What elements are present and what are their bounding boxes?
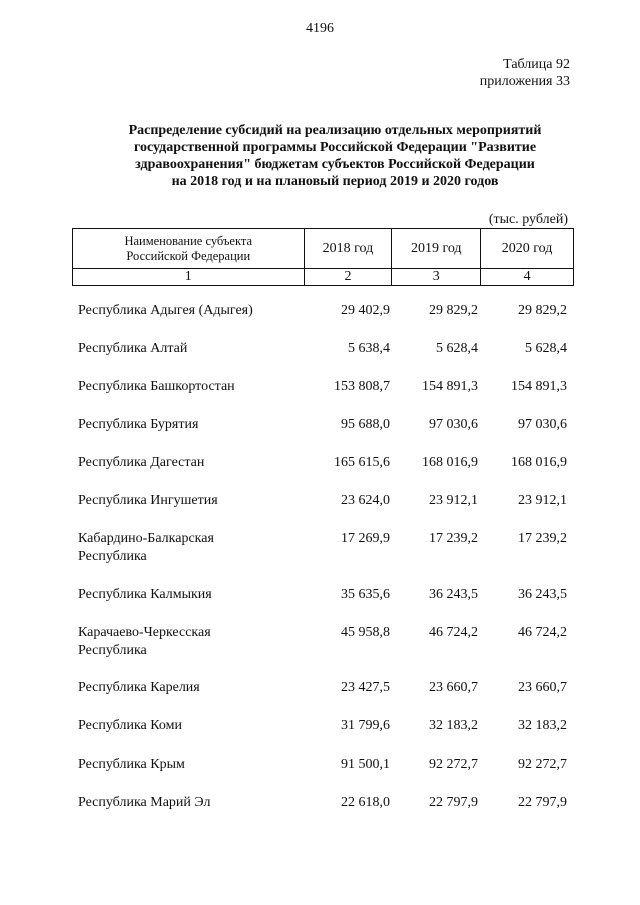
value-2019: 32 183,2 bbox=[429, 718, 478, 733]
value-2020: 32 183,2 bbox=[518, 718, 567, 733]
value-2020: 168 016,9 bbox=[511, 455, 567, 470]
value-2018: 17 269,9 bbox=[341, 531, 390, 546]
value-2020: 154 891,3 bbox=[511, 379, 567, 394]
header-subject-name bbox=[73, 229, 305, 269]
value-2020: 23 660,7 bbox=[518, 680, 567, 695]
subject-name-line: Карачаево-Черкесская bbox=[78, 625, 211, 640]
value-2020: 97 030,6 bbox=[518, 417, 567, 432]
value-2019: 17 239,2 bbox=[429, 531, 478, 546]
value-2018: 45 958,8 bbox=[341, 625, 390, 640]
subject-name bbox=[78, 454, 278, 472]
column-number: 3 bbox=[392, 269, 481, 286]
table-caption bbox=[480, 56, 570, 90]
subject-name bbox=[78, 756, 278, 774]
column-number: 2 bbox=[304, 269, 392, 286]
subject-name-line: Республика Коми bbox=[78, 718, 182, 733]
value-2018: 5 638,4 bbox=[348, 341, 390, 356]
value-2018: 31 799,6 bbox=[341, 718, 390, 733]
subject-name-line: Республика Башкортостан bbox=[78, 379, 235, 394]
subject-name-line: Кабардино-Балкарская bbox=[78, 531, 214, 546]
value-2018: 22 618,0 bbox=[341, 795, 390, 810]
subject-name bbox=[78, 340, 278, 358]
page-number: 4196 bbox=[306, 21, 334, 36]
value-2020: 23 912,1 bbox=[518, 493, 567, 508]
subject-name bbox=[78, 302, 278, 320]
value-2018: 35 635,6 bbox=[341, 587, 390, 602]
subject-name-line: Республика bbox=[78, 643, 147, 658]
value-2019: 46 724,2 bbox=[429, 625, 478, 640]
value-2019: 29 829,2 bbox=[429, 303, 478, 318]
table-caption-line1: Таблица 92 bbox=[503, 57, 570, 72]
value-2018: 165 615,6 bbox=[334, 455, 390, 470]
units-label: (тыс. рублей) bbox=[488, 212, 568, 227]
subject-name-line: Республика Крым bbox=[78, 757, 185, 772]
header-subject-line2: Российской Федерации bbox=[126, 248, 251, 263]
value-2019: 36 243,5 bbox=[429, 587, 478, 602]
value-2020: 5 628,4 bbox=[525, 341, 567, 356]
header-year-2020: 2020 год bbox=[481, 229, 574, 269]
table-header bbox=[72, 228, 574, 286]
value-2020: 46 724,2 bbox=[518, 625, 567, 640]
value-2020: 17 239,2 bbox=[518, 531, 567, 546]
value-2020: 92 272,7 bbox=[518, 757, 567, 772]
value-2018: 23 624,0 bbox=[341, 493, 390, 508]
subject-name-line: Республика Алтай bbox=[78, 341, 188, 356]
subject-name-line: Республика Калмыкия bbox=[78, 587, 212, 602]
title-line: здравоохранения" бюджетам субъектов Российской Федерации bbox=[135, 157, 535, 172]
subject-name bbox=[78, 717, 278, 735]
value-2018: 153 808,7 bbox=[334, 379, 390, 394]
subject-name-line: Республика Марий Эл bbox=[78, 795, 211, 810]
subject-name bbox=[78, 679, 278, 697]
subject-name-line: Республика bbox=[78, 549, 147, 564]
value-2020: 36 243,5 bbox=[518, 587, 567, 602]
value-2019: 154 891,3 bbox=[422, 379, 478, 394]
value-2019: 22 797,9 bbox=[429, 795, 478, 810]
subject-name-line: Республика Бурятия bbox=[78, 417, 199, 432]
title-line: государственной программы Российской Федерации "Развитие bbox=[133, 140, 537, 155]
value-2019: 23 912,1 bbox=[429, 493, 478, 508]
subject-name-line: Республика Ингушетия bbox=[78, 493, 218, 508]
title-line: на 2018 год и на плановый период 2019 и 2020 годов bbox=[171, 174, 499, 189]
value-2019: 92 272,7 bbox=[429, 757, 478, 772]
value-2019: 97 030,6 bbox=[429, 417, 478, 432]
document-title bbox=[70, 122, 600, 190]
value-2018: 91 500,1 bbox=[341, 757, 390, 772]
subject-name-line: Республика Адыгея (Адыгея) bbox=[78, 303, 253, 318]
subject-name bbox=[78, 378, 278, 396]
header-subject-line1: Наименование субъекта bbox=[124, 233, 253, 248]
column-number: 1 bbox=[73, 269, 305, 286]
subject-name bbox=[78, 794, 278, 812]
header-year-2018: 2018 год bbox=[304, 229, 392, 269]
subject-name bbox=[78, 586, 278, 604]
header-year-2019: 2019 год bbox=[392, 229, 481, 269]
value-2018: 29 402,9 bbox=[341, 303, 390, 318]
subject-name-line: Республика Дагестан bbox=[78, 455, 205, 470]
title-line: Распределение субсидий на реализацию отдельных мероприятий bbox=[128, 123, 542, 138]
subject-name bbox=[78, 530, 278, 566]
subject-name-line: Республика Карелия bbox=[78, 680, 200, 695]
value-2018: 23 427,5 bbox=[341, 680, 390, 695]
value-2019: 23 660,7 bbox=[429, 680, 478, 695]
table-caption-line2: приложения 33 bbox=[479, 74, 570, 89]
value-2018: 95 688,0 bbox=[341, 417, 390, 432]
value-2019: 168 016,9 bbox=[422, 455, 478, 470]
value-2020: 22 797,9 bbox=[518, 795, 567, 810]
subject-name bbox=[78, 624, 278, 660]
value-2019: 5 628,4 bbox=[436, 341, 478, 356]
subject-name bbox=[78, 492, 278, 510]
subject-name bbox=[78, 416, 278, 434]
value-2020: 29 829,2 bbox=[518, 303, 567, 318]
column-number: 4 bbox=[481, 269, 574, 286]
